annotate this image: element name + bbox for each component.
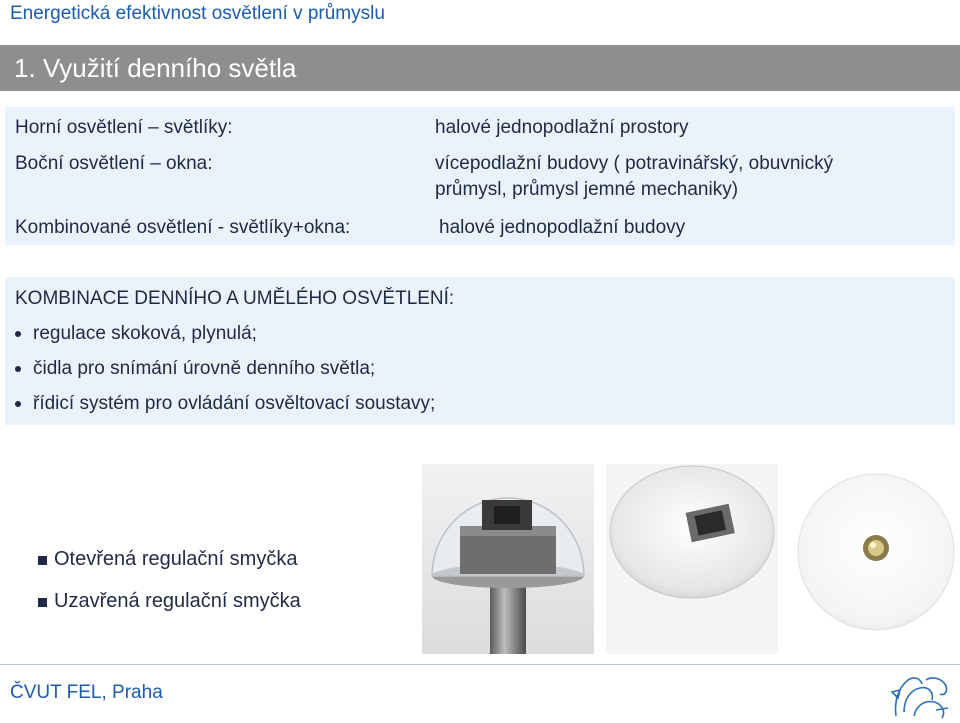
square-bullet-icon: [38, 556, 47, 565]
dome-sensor-photo: [422, 464, 594, 654]
lighting-type-desc: vícepodlažní budovy ( potravinářský, obuvnický: [435, 153, 834, 174]
ceiling-sensor-photo: [606, 464, 778, 654]
lighting-type-desc: průmysl, průmysl jemné mechaniky): [435, 179, 739, 200]
lighting-type-label: Kombinované osvětlení - světlíky+okna:: [15, 217, 351, 238]
course-title: Energetická efektivnost osvětlení v průmyslu: [10, 3, 385, 24]
lighting-type-label: Horní osvětlení – světlíky:: [15, 117, 233, 138]
footer-institution: ČVUT FEL, Praha: [10, 682, 163, 703]
bullet-icon: [15, 401, 21, 407]
round-sensor-photo: [790, 464, 960, 654]
lighting-type-desc: halové jednopodlažní prostory: [435, 117, 689, 138]
slide-title-bar: [0, 45, 960, 91]
combination-box: KOMBINACE DENNÍHO A UMĚLÉHO OSVĚTLENÍ: regulace skoková, plynulá; čidla pro snímání úrovně denního světla; řídicí systém pro ovládání osvěltovací soustavy;: [5, 277, 955, 425]
bullet-icon: [15, 366, 21, 372]
bullet-icon: [15, 331, 21, 337]
square-bullet-icon: [38, 598, 47, 607]
lighting-type-desc: halové jednopodlažní budovy: [439, 217, 686, 238]
slide-title: 1. Využití denního světla: [14, 53, 297, 83]
lighting-type-label: Boční osvětlení – okna:: [15, 153, 213, 174]
combination-heading: KOMBINACE DENNÍHO A UMĚLÉHO OSVĚTLENÍ:: [15, 288, 455, 309]
lighting-types-box: [5, 107, 955, 245]
footer-divider: [0, 664, 960, 665]
university-logo-icon: [890, 672, 952, 720]
